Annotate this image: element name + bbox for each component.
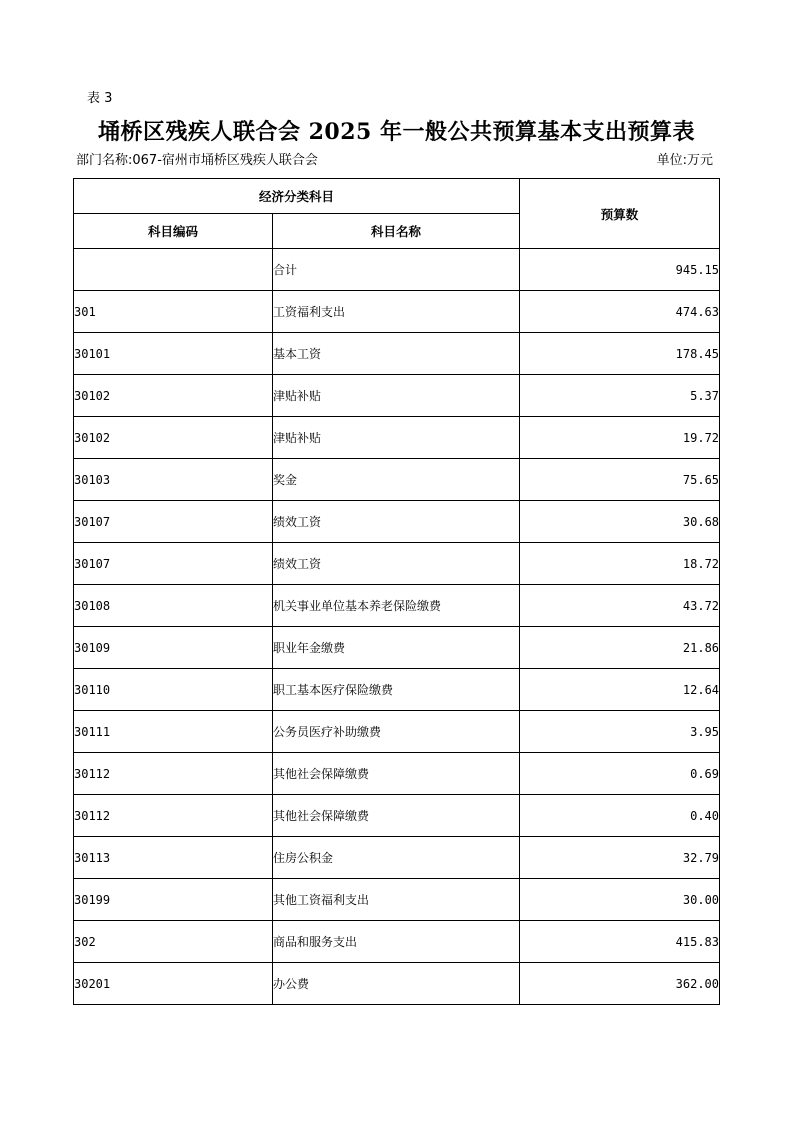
subject-code-cell: 30109 (74, 627, 273, 669)
department-name: 部门名称:067-宿州市埇桥区残疾人联合会 (76, 153, 318, 168)
subject-name-cell: 津贴补贴 (273, 375, 520, 417)
budget-amount-cell: 0.69 (520, 753, 720, 795)
table-row (74, 711, 720, 753)
table-row (74, 753, 720, 795)
table-row (74, 879, 720, 921)
subject-name-cell: 其他社会保障缴费 (273, 795, 520, 837)
table-row (74, 417, 720, 459)
budget-amount-cell: 19.72 (520, 417, 720, 459)
subject-name-cell: 工资福利支出 (273, 291, 520, 333)
budget-amount-cell: 5.37 (520, 375, 720, 417)
subject-name-cell: 基本工资 (273, 333, 520, 375)
budget-amount-cell: 178.45 (520, 333, 720, 375)
budget-amount-cell: 0.40 (520, 795, 720, 837)
subject-name-cell: 绩效工资 (273, 501, 520, 543)
subject-code-cell: 30111 (74, 711, 273, 753)
budget-table (73, 178, 720, 1005)
subject-code-cell: 301 (74, 291, 273, 333)
budget-amount-cell: 3.95 (520, 711, 720, 753)
table-row (74, 459, 720, 501)
header-row-group (74, 179, 720, 214)
budget-amount-cell: 18.72 (520, 543, 720, 585)
subject-name-cell: 职业年金缴费 (273, 627, 520, 669)
subject-name-cell: 津贴补贴 (273, 417, 520, 459)
subject-name-cell: 机关事业单位基本养老保险缴费 (273, 585, 520, 627)
subject-code-cell: 30107 (74, 543, 273, 585)
subject-name-header: 科目名称 (273, 214, 520, 249)
budget-amount-cell: 30.68 (520, 501, 720, 543)
budget-amount-cell: 474.63 (520, 291, 720, 333)
subject-code-cell: 30107 (74, 501, 273, 543)
budget-amount-cell: 362.00 (520, 963, 720, 1005)
subject-code-cell: 30103 (74, 459, 273, 501)
subject-code-cell: 30102 (74, 375, 273, 417)
subject-code-cell: 30201 (74, 963, 273, 1005)
table-row (74, 249, 720, 291)
table-label: 表 3 (87, 91, 113, 106)
subject-name-cell: 公务员医疗补助缴费 (273, 711, 520, 753)
unit-label: 单位:万元 (656, 153, 713, 168)
subject-name-cell: 合计 (273, 249, 520, 291)
table-row (74, 669, 720, 711)
subject-name-cell: 其他工资福利支出 (273, 879, 520, 921)
subject-name-cell: 办公费 (273, 963, 520, 1005)
subject-code-cell: 30112 (74, 753, 273, 795)
subject-name-cell: 绩效工资 (273, 543, 520, 585)
subject-code-header: 科目编码 (74, 214, 273, 249)
budget-amount-header: 预算数 (520, 179, 720, 249)
budget-amount-cell: 21.86 (520, 627, 720, 669)
table-row (74, 543, 720, 585)
table-row (74, 921, 720, 963)
table-body (74, 249, 720, 1005)
subject-code-cell: 302 (74, 921, 273, 963)
economic-category-header: 经济分类科目 (74, 179, 520, 214)
subject-code-cell: 30113 (74, 837, 273, 879)
subject-code-cell: 30112 (74, 795, 273, 837)
budget-amount-cell: 30.00 (520, 879, 720, 921)
table-row (74, 795, 720, 837)
table-row (74, 627, 720, 669)
table-row (74, 375, 720, 417)
budget-amount-cell: 12.64 (520, 669, 720, 711)
table-row (74, 291, 720, 333)
subject-code-cell: 30102 (74, 417, 273, 459)
table-row (74, 585, 720, 627)
subject-name-cell: 奖金 (273, 459, 520, 501)
subject-code-cell: 30110 (74, 669, 273, 711)
subject-name-cell: 住房公积金 (273, 837, 520, 879)
subject-code-cell (74, 249, 273, 291)
budget-amount-cell: 945.15 (520, 249, 720, 291)
table-row (74, 837, 720, 879)
subject-name-cell: 商品和服务支出 (273, 921, 520, 963)
table-row (74, 501, 720, 543)
table-row (74, 963, 720, 1005)
subject-code-cell: 30199 (74, 879, 273, 921)
subject-name-cell: 其他社会保障缴费 (273, 753, 520, 795)
table-row (74, 333, 720, 375)
budget-amount-cell: 415.83 (520, 921, 720, 963)
subject-code-cell: 30101 (74, 333, 273, 375)
budget-amount-cell: 75.65 (520, 459, 720, 501)
budget-amount-cell: 43.72 (520, 585, 720, 627)
page-title: 埇桥区残疾人联合会 2025 年一般公共预算基本支出预算表 (97, 119, 696, 145)
budget-amount-cell: 32.79 (520, 837, 720, 879)
subject-name-cell: 职工基本医疗保险缴费 (273, 669, 520, 711)
subject-code-cell: 30108 (74, 585, 273, 627)
